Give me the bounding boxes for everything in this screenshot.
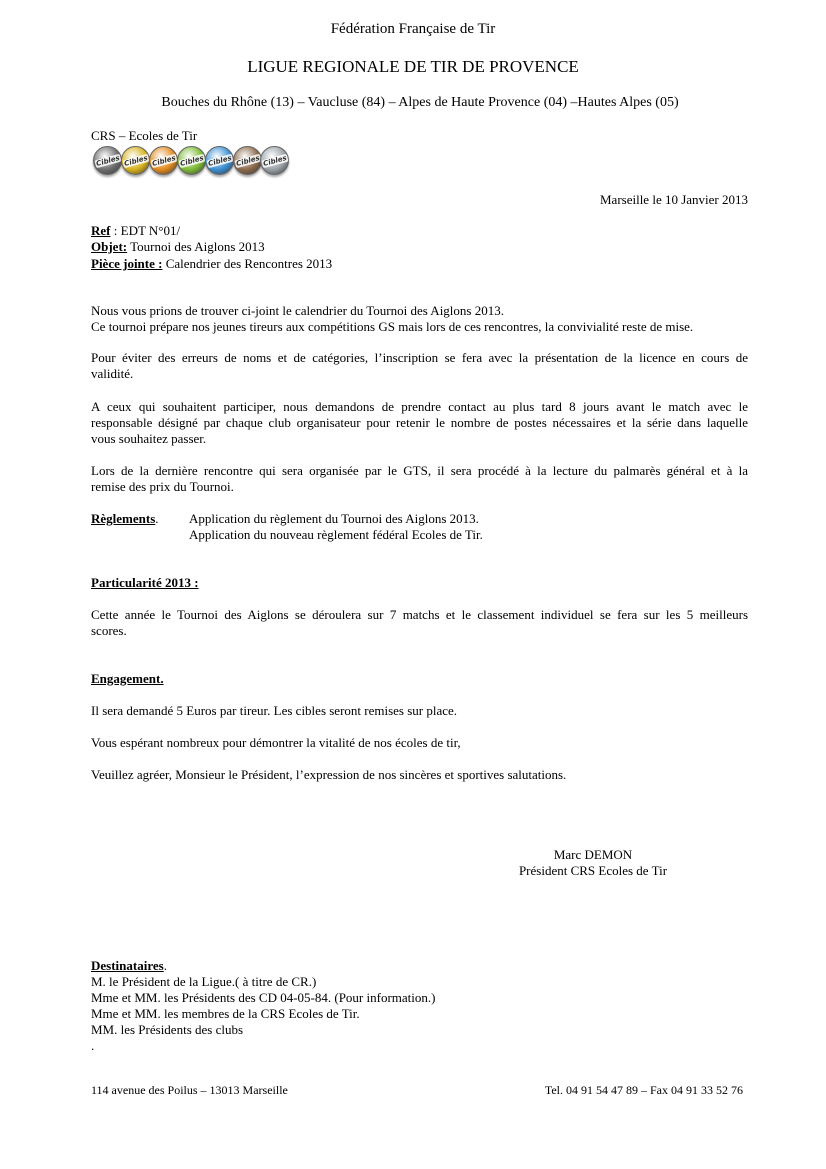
ref-line: Ref : EDT N°01/ <box>91 223 181 238</box>
cibles-badge: Cibles <box>149 146 178 175</box>
signature-name: Marc DEMON <box>553 847 633 862</box>
piece-jointe-value: Calendrier des Rencontres 2013 <box>162 256 333 271</box>
league-title: LIGUE REGIONALE DE TIR DE PROVENCE <box>247 57 579 76</box>
departments-line: Bouches du Rhône (13) – Vaucluse (84) – Alpes de Haute Provence (04) –Hautes Alpes (05) <box>161 95 679 110</box>
destinataire-item: MM. les Présidents des clubs <box>91 1022 244 1037</box>
cibles-logo <box>93 146 289 178</box>
cibles-badge: Cibles <box>121 146 150 175</box>
piece-jointe-line <box>91 256 332 272</box>
reglements-label-line: Règlements. <box>91 511 159 526</box>
footer-address: 114 avenue des Poilus – 13013 Marseille <box>91 1083 288 1097</box>
destinataire-item: M. le Président de la Ligue.( à titre de CR.) <box>91 974 317 989</box>
engagement-text: Il sera demandé 5 Euros par tireur. Les cibles seront remises sur place. <box>91 703 458 718</box>
cibles-badge: Cibles <box>177 146 206 175</box>
destinataire-item: Mme et MM. les Présidents des CD 04-05-84. (Pour information.) <box>91 990 436 1005</box>
ref-value: EDT N°01/ <box>120 223 181 238</box>
paragraph-1-line-1: Nous vous prions de trouver ci-joint le calendrier du Tournoi des Aiglons 2013. <box>91 303 504 318</box>
sender-line: CRS – Ecoles de Tir <box>91 128 198 143</box>
paragraph-4: Lors de la dernière rencontre qui sera organisée par le GTS, il sera procédé à la lecture du palmarès général et à la remise des prix du Tournoi. <box>91 463 748 494</box>
federation-title: Fédération Française de Tir <box>330 21 496 37</box>
cibles-badge: Cibles <box>233 146 262 175</box>
destinataire-item: . <box>91 1038 95 1053</box>
objet-line <box>91 239 265 255</box>
objet-value: Tournoi des Aiglons 2013 <box>127 239 265 254</box>
reglements-line-1: Application du règlement du Tournoi des Aiglons 2013. <box>189 511 479 526</box>
paragraph-3: A ceux qui souhaitent participer, nous demandons de prendre contact au plus tard 8 jours avant le match avec le responsable désigné par chaque club organisateur pour retenir le nombre de postes nécessaires et la série dans laquelle vous souhaitez passer. <box>91 399 748 446</box>
reglements-line-2: Application du nouveau règlement fédéral Ecoles de Tir. <box>189 527 483 542</box>
objet-label: Objet: <box>91 239 128 254</box>
letter-date: Marseille le 10 Janvier 2013 <box>599 192 748 207</box>
footer-phone: Tel. 04 91 54 47 89 – Fax 04 91 33 52 76 <box>544 1083 743 1097</box>
ref-label: Ref <box>91 223 111 238</box>
piece-jointe-label: Pièce jointe : <box>91 256 163 271</box>
closing-line-1: Vous espérant nombreux pour démontrer la vitalité de nos écoles de tir, <box>91 735 461 750</box>
destinataires-label-line: Destinataires. <box>91 958 167 973</box>
closing-line-2: Veuillez agréer, Monsieur le Président, l’expression de nos sincères et sportives salutations. <box>91 767 567 782</box>
destinataires-label: Destinataires <box>91 958 164 973</box>
paragraph-1-line-2: Ce tournoi prépare nos jeunes tireurs aux compétitions GS mais lors de ces rencontres, la convivialité reste de mise. <box>91 319 694 334</box>
cibles-badge: Cibles <box>260 146 289 175</box>
signature-role: Président CRS Ecoles de Tir <box>518 863 668 878</box>
reglements-label: Règlements <box>91 511 156 526</box>
particularite-text: Cette année le Tournoi des Aiglons se déroulera sur 7 matchs et le classement individuel se fera sur les 5 meilleurs scores. <box>91 607 748 638</box>
destinataire-item: Mme et MM. les membres de la CRS Ecoles de Tir. <box>91 1006 360 1021</box>
cibles-badge: Cibles <box>93 146 122 175</box>
cibles-badge: Cibles <box>205 146 234 175</box>
paragraph-2: Pour éviter des erreurs de noms et de catégories, l’inscription se fera avec la présentation de la licence en cours de validité. <box>91 350 748 381</box>
engagement-title: Engagement. <box>91 671 164 686</box>
particularite-title: Particularité 2013 : <box>91 575 199 590</box>
